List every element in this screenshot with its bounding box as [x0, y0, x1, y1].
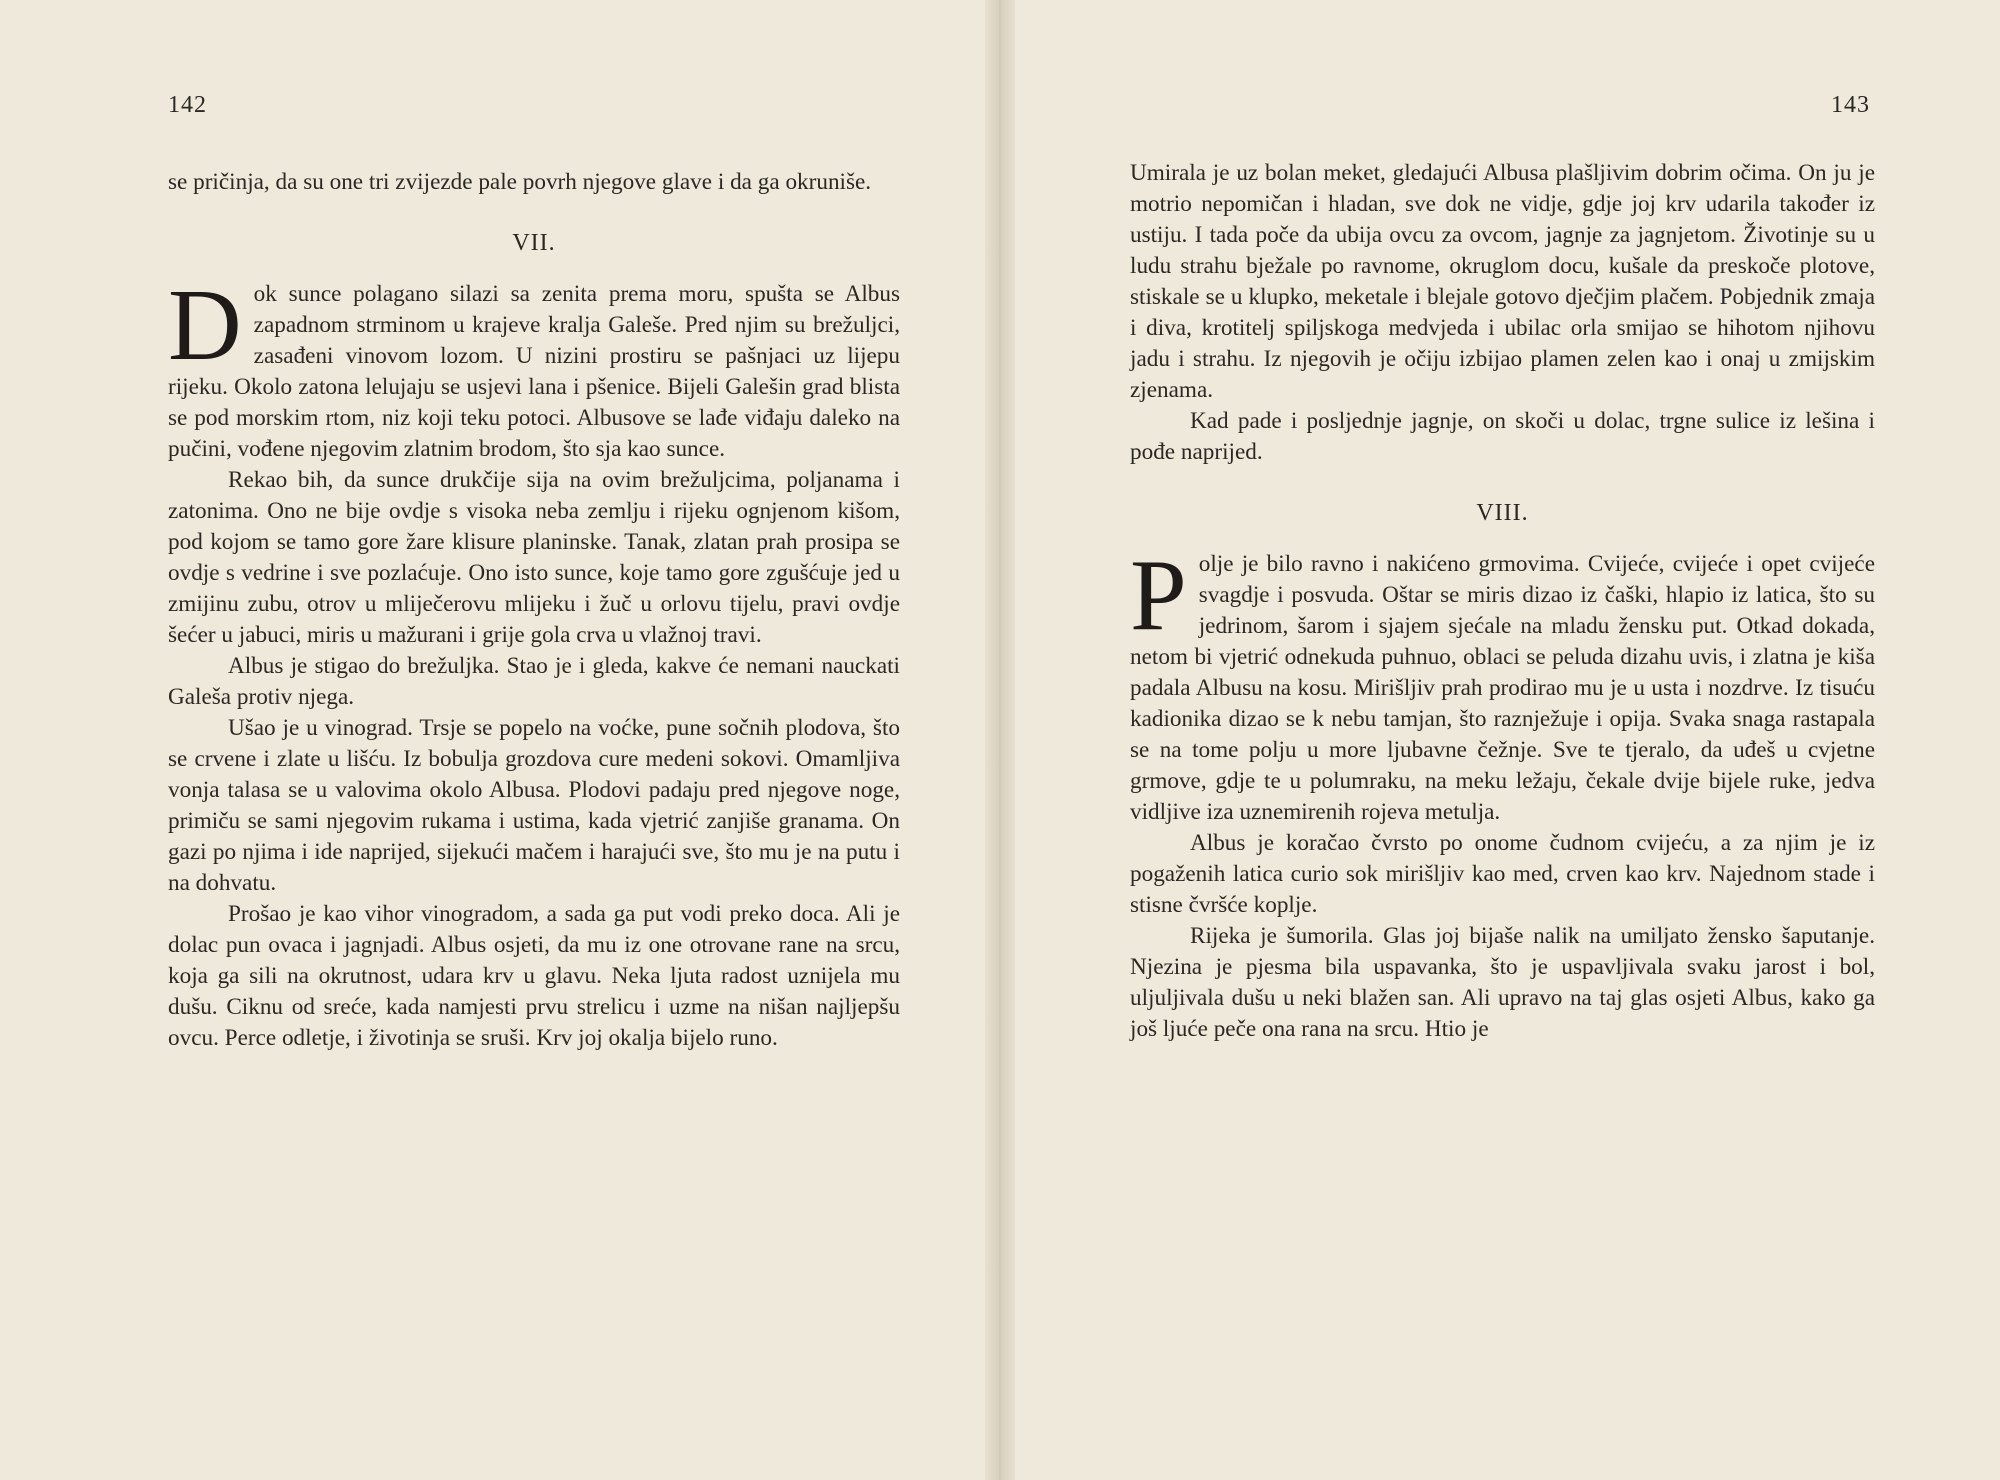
left-page-text	[168, 167, 900, 1054]
right-page	[1010, 0, 2000, 1480]
paragraph: Albus je koračao čvrsto po onome čudnom cvijeću, a za njim je iz pogaženih latica curio sok mirišljiv kao med, crven kao krv. Najednom stade i stisne čvršće koplje.	[1130, 830, 1875, 918]
paragraph: Rekao bih, da sunce drukčije sija na ovim brežuljcima, poljanama i zatonima. Ono ne bije ovdje s visoka neba zemlju i rijeku ognjenom kišom, pod kojom se tamo gore žare klisure planinske. Tanak, zlatan prah prosipa se ovdje s vedrine i sve pozlaćuje. Ono isto sunce, koje tamo gore zgušćuje jed u zmijinu zubu, otrov u mliječerovu mlijeku i žuč u orlovu tijelu, pravi ovdje šećer u jabuci, miris u mažurani i grije gola crva u vlažnoj travi.	[168, 467, 900, 648]
paragraph: Prošao je kao vihor vinogradom, a sada ga put vodi preko doca. Ali je dolac pun ovaca i jagnjadi. Albus osjeti, da mu iz one otrovane rane na srcu, koja ga sili na okrutnost, udara krv u glavu. Neka ljuta radost uznijela mu dušu. Ciknu od sreće, kada namjesti prvu strelicu i uzme na nišan najljepšu ovcu. Perce odletje, i životinja se sruši. Krv joj okalja bijelo runo.	[168, 901, 900, 1051]
paragraph: Kad pade i posljednje jagnje, on skoči u dolac, trgne sulice iz lešina i pođe naprijed.	[1130, 408, 1875, 465]
opening-paragraph: se pričinja, da su one tri zvijezde pale povrh njegove glave i da ga okruniše.	[168, 169, 872, 195]
page-number-left: 142	[168, 92, 207, 118]
drop-cap: P	[1130, 539, 1187, 652]
chapter-heading-vii: VII.	[512, 230, 556, 256]
paragraph-text: ok sunce polagano silazi sa zenita prema moru, spušta se Albus zapadnom strminom u krajeve kralja Galeše. Pred njim su brežuljci, zasađeni vinovom lozom. U nizini prostiru se pašnjaci uz lijepu rijeku. Okolo zatona lelujaju se usjevi lana i pšenice. Bijeli Galešin grad blista se pod morskim rtom, niz koji teku potoci. Albusove se lađe viđaju daleko na pučini, vođene njegovim zlatnim brodom, što sja kao sunce.	[168, 281, 900, 462]
paragraph-text: olje je bilo ravno i nakićeno grmovima. Cvijeće, cvijeće i opet cvijeće svagdje i posvuda. Oštar se miris dizao iz čaški, hlapio iz latica, što su jedrinom, šarom i sjajem sjećale na mladu žensku put. Otkad dokada, netom bi vjetrić odnekuda puhnuo, oblaci se peluda dizahu uvis, i zlatna je kiša padala Albusu na kosu. Mirišljiv prah prodirao mu je u usta i nozdrve. Iz tisuću kadionika dizao se k nebu tamjan, što raznježuje i opija. Svaka snaga rastapala se na tome polju u more ljubavne čežnje. Sve te tjeralo, da uđeš u cvjetne grmove, gdje te u polumraku, na meku ležaju, čekale dvije bijele ruke, jedva vidljive iza uznemirenih rojeva metulja.	[1130, 551, 1875, 825]
paragraph: Umirala je uz bolan meket, gledajući Albusa plašljivim dobrim očima. On ju je motrio nepomičan i hladan, sve dok ne vidje, gdje joj krv udarila također iz ustiju. I tada poče da ubija ovcu za ovcom, jagnje za jagnjetom. Životinje su u ludu strahu bježale po ravnome, okruglom docu, kušale da preskoče plotove, stiskale se u klupko, meketale i blejale gotovo dječjim plačem. Pobjednik zmaja i diva, krotitelj spiljskoga medvjeda i ubilac orla smijao se hihotom njihovu jadu i strahu. Iz njegovih je očiju izbijao plamen zelen kao i onaj u zmijskim zjenama.	[1130, 160, 1875, 403]
paragraph: Rijeka je šumorila. Glas joj bijaše nalik na umiljato žensko šaputanje. Njezina je pjesma bila uspavanka, što je uspavljivala svaku jarost i bol, uljuljivala dušu u neki blažen san. Ali upravo na taj glas osjeti Albus, kako ga još ljuće peče ona rana na srcu. Htio je	[1130, 923, 1875, 1042]
paragraph	[168, 269, 900, 465]
chapter-heading-viii: VIII.	[1476, 500, 1529, 526]
paragraph: Ušao je u vinograd. Trsje se popelo na voćke, pune sočnih plodova, što se crvene i zlate u lišću. Iz bobulja grozdova cure medeni sokovi. Omamljiva vonja talasa se u valovima okolo Albusa. Plodovi padaju pred njegove noge, primiču se sami njegovim rukama i ustima, kada vjetrić zanjiše granama. On gazi po njima i ide naprijed, sijekući mačem i harajući sve, što mu je na putu i na dohvatu.	[168, 715, 900, 896]
page-number-right: 143	[1831, 92, 1870, 118]
paragraph: Albus je stigao do brežuljka. Stao je i gleda, kakve će nemani nauckati Galeša protiv njega.	[168, 653, 900, 710]
paragraph	[1130, 539, 1875, 828]
drop-cap: D	[168, 269, 242, 382]
left-page	[0, 0, 990, 1480]
right-page-text	[1130, 158, 1875, 1045]
